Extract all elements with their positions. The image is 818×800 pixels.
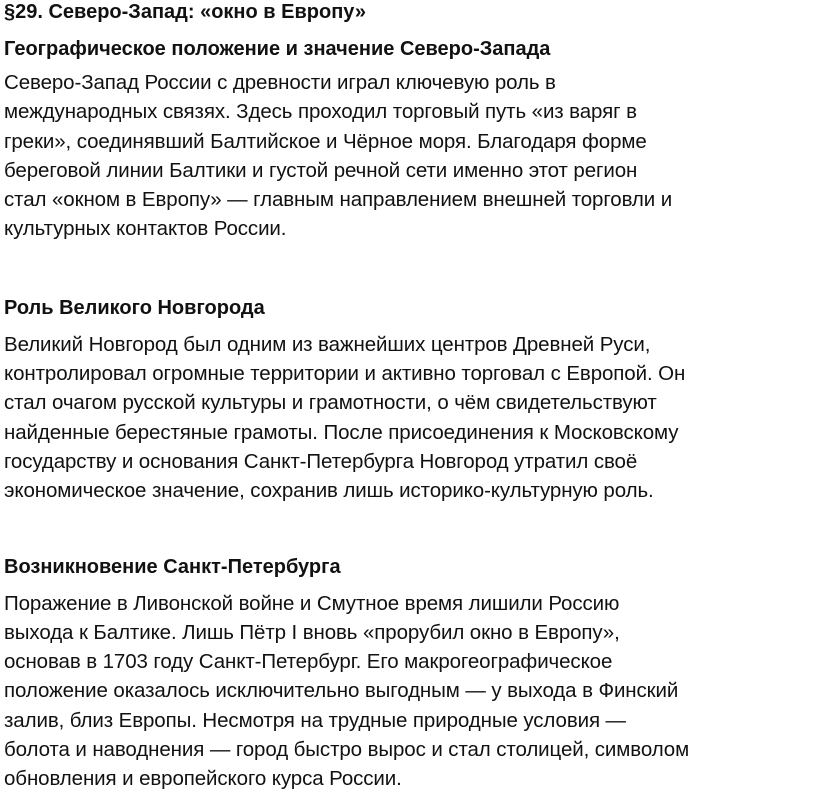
section-paragraph: [4, 330, 816, 506]
paragraph-line: культурных контактов России.: [4, 217, 287, 241]
paragraph-line: болота и наводнения — город быстро вырос и стал столицей, символом: [4, 738, 690, 762]
paragraph-line: положение оказалось исключительно выгодным — у выхода в Финский: [4, 679, 679, 703]
paragraph-line: Северо-Запад России с древности играл ключевую роль в: [4, 71, 556, 94]
paragraph-line: Великий Новгород был одним из важнейших центров Древней Руси,: [4, 332, 651, 356]
paragraph-line: основав в 1703 году Санкт-Петербург. Его макрогеографическое: [4, 650, 613, 674]
paragraph-line: стал очагом русской культуры и грамотности, о чём свидетельствуют: [4, 391, 657, 415]
paragraph-line: международных связях. Здесь проходил торговый путь «из варяг в: [4, 100, 637, 124]
paragraph-line: обновления и европейского курса России.: [4, 767, 402, 791]
section-heading: Возникновение Санкт-Петербурга: [4, 555, 341, 578]
paragraph-line: залив, близ Европы. Несмотря на трудные природные условия —: [4, 708, 626, 732]
section-paragraph: [4, 68, 816, 244]
paragraph-line: контролировал огромные территории и активно торговал с Европой. Он: [4, 362, 686, 386]
paragraph-line: найденные берестяные грамоты. После присоединения к Московскому: [4, 420, 679, 444]
paragraph-line: государству и основания Санкт-Петербурга Новгород утратил своё: [4, 449, 638, 473]
section-heading: Географическое положение и значение Северо-Запада: [4, 38, 551, 60]
paragraph-line: экономическое значение, сохранив лишь историко-культурную роль.: [4, 479, 654, 503]
paragraph-line: стал «окном в Европу» — главным направлением внешней торговли и: [4, 188, 673, 212]
page-title: §29. Северо-Запад: «окно в Европу»: [4, 1, 367, 23]
paragraph-line: береговой линии Балтики и густой речной сети именно этот регион: [4, 158, 638, 182]
paragraph-line: выхода к Балтике. Лишь Пётр I вновь «прорубил окно в Европу»,: [4, 620, 620, 644]
section-saint-petersburg: [4, 554, 818, 794]
section-geographic-position: [4, 36, 818, 244]
section-novgorod: [4, 295, 818, 506]
section-heading: Роль Великого Новгорода: [4, 296, 265, 319]
paragraph-line: Поражение в Ливонской войне и Смутное время лишили Россию: [4, 591, 620, 615]
paragraph-line: греки», соединявший Балтийское и Чёрное моря. Благодаря форме: [4, 129, 647, 153]
section-paragraph: [4, 589, 816, 794]
